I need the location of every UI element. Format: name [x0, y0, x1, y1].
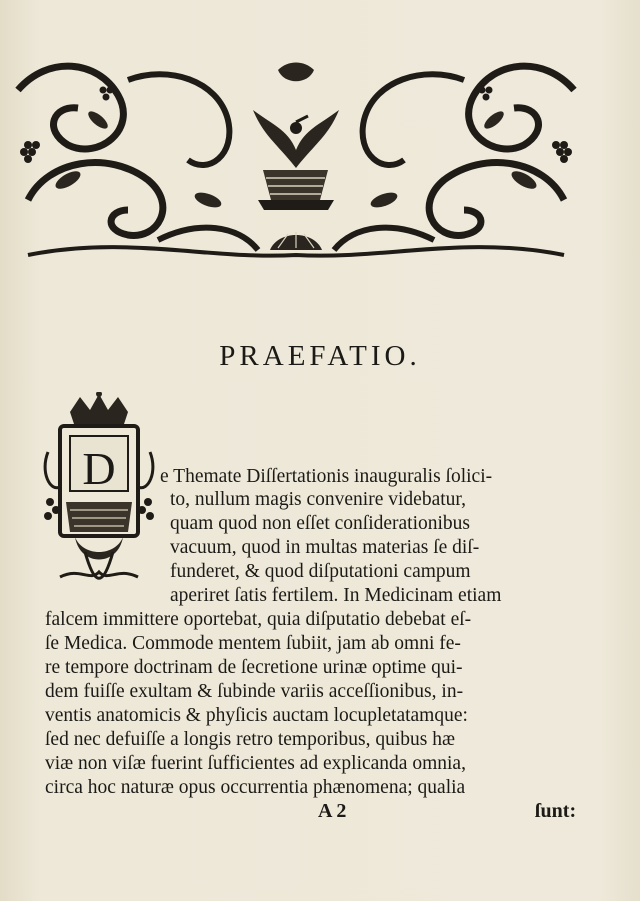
decorative-headpiece-ornament — [8, 50, 584, 265]
text-line: e Themate Diſſertationis inauguralis ſolici- — [160, 466, 493, 487]
text-line: quam quod non eſſet conſiderationibus — [170, 513, 471, 534]
text-line: re tempore doctrinam de ſecretione urinæ optime qui- — [45, 657, 463, 678]
page-title: PRAEFATIO. — [219, 340, 421, 372]
text-line: aperiret ſatis fertilem. In Medicinam etiam — [170, 585, 502, 606]
signature-mark: A 2 — [318, 800, 347, 822]
decorated-initial-frame — [40, 392, 158, 592]
text-line: circa hoc naturæ opus occurrentia phænomena; qualia — [45, 777, 466, 798]
text-line: falcem immittere oportebat, quia diſputatio debebat eſ- — [45, 609, 472, 630]
initial-letter: D — [82, 443, 116, 494]
text-line: ſed nec defuiſſe a longis retro temporibus, quibus hæ — [45, 729, 455, 750]
text-line: viæ non viſæ fuerint ſufficientes ad explicanda omnia, — [45, 753, 466, 774]
catchword: ſunt: — [535, 800, 577, 822]
text-line: ventis anatomicis & phyſicis auctam locupletatamque: — [45, 705, 468, 726]
text-line: vacuum, quod in multas materias ſe diſ- — [170, 537, 480, 558]
text-line: dem fuiſſe exultam & ſubinde variis acceſſionibus, in- — [45, 681, 464, 702]
text-line: to, nullum magis convenire videbatur, — [170, 489, 466, 510]
text-line: funderet, & quod diſputationi campum — [170, 561, 471, 582]
text-line: ſe Medica. Commode mentem ſubiit, jam ab omni fe- — [45, 633, 461, 654]
